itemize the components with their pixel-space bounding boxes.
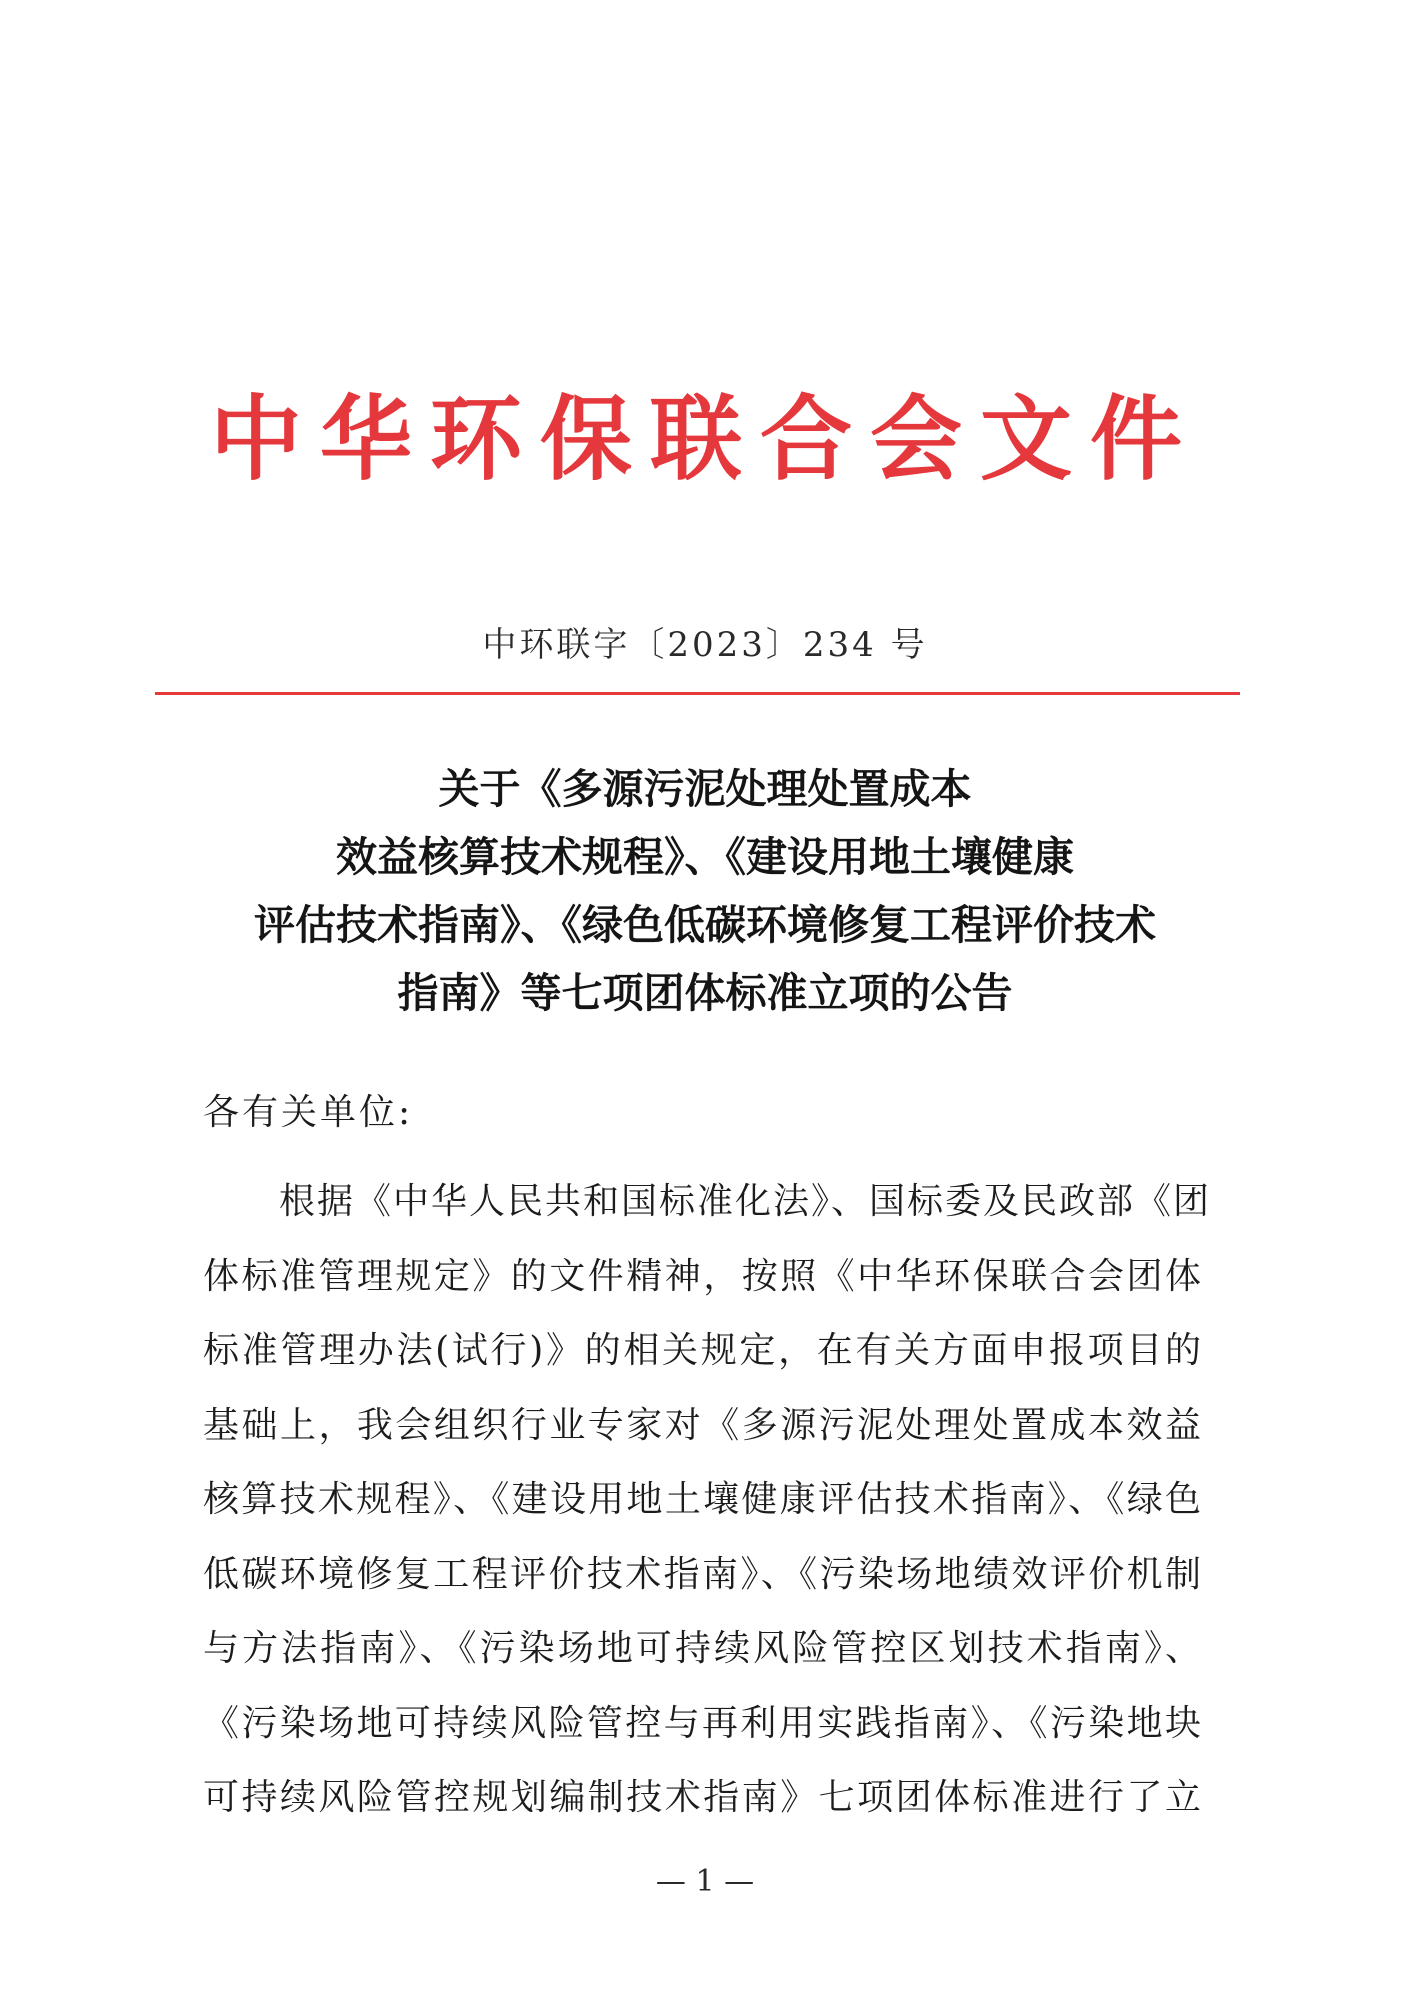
title-line: 效益核算技术规程》、《建设用地土壤健康 xyxy=(336,833,1074,881)
red-divider-line xyxy=(155,692,1240,695)
body-line: 与方法指南》、《污染场地可持续风险管控区划技术指南》、 xyxy=(203,1628,1203,1669)
body-line: 基础上，我会组织行业专家对《多源污泥处理处置成本效益 xyxy=(203,1404,1203,1446)
body-line: 根据《中华人民共和国标准化法》、国标委及民政部《团 xyxy=(279,1181,1212,1222)
title-line: 指南》等七项团体标准立项的公告 xyxy=(397,969,1013,1017)
body-line: 体标准管理规定》的文件精神，按照《中华环保联合会团体 xyxy=(203,1255,1203,1297)
body-paragraph xyxy=(203,1165,1212,1836)
body-line: 《污染场地可持续风险管控与再利用实践指南》、《污染地块 xyxy=(203,1702,1203,1744)
body-line: 低碳环境修复工程评价技术指南》、《污染场地绩效评价机制 xyxy=(203,1553,1203,1595)
body-line: 标准管理办法(试行)》的相关规定，在有关方面申报项目的 xyxy=(203,1330,1203,1371)
document-number: 中环联字〔2023〕234 号 xyxy=(482,625,928,665)
title-line: 关于《多源污泥处理处置成本 xyxy=(438,765,972,813)
salutation: 各有关单位: xyxy=(203,1092,414,1133)
title-line: 评估技术指南》、《绿色低碳环境修复工程评价技术 xyxy=(254,901,1156,949)
body-line: 可持续风险管控规划编制技术指南》七项团体标准进行了立 xyxy=(203,1777,1203,1818)
page-number: — 1 — xyxy=(655,1864,755,1899)
document-title xyxy=(180,755,1230,1027)
body-line: 核算技术规程》、《建设用地土壤健康评估技术指南》、《绿色 xyxy=(203,1479,1203,1520)
organization-header: 中华环保联合会文件 xyxy=(209,386,1200,493)
